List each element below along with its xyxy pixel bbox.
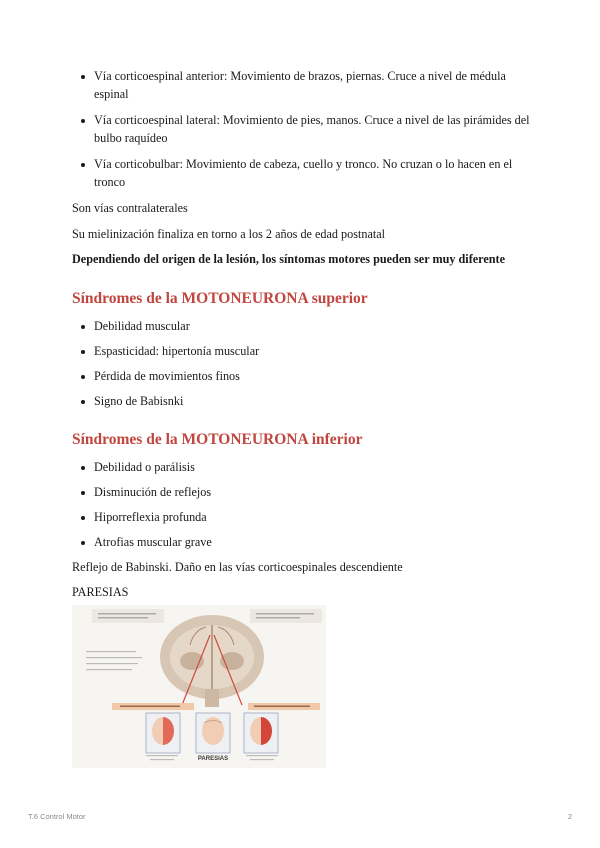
- list-item: Hiporreflexia profunda: [72, 509, 542, 527]
- face-icon: [196, 713, 230, 753]
- inferior-list: [72, 459, 542, 552]
- paragraph-paresias: PARESIAS: [72, 585, 129, 599]
- paresias-figure: [72, 605, 326, 768]
- list-item: Vía corticoespinal anterior: Movimiento de brazos, piernas. Cruce a nivel de médula espinal: [72, 68, 542, 103]
- page-number: 2: [567, 812, 572, 821]
- superior-list: [72, 318, 542, 411]
- list-item: Vía corticobulbar: Movimiento de cabeza, cuello y tronco. No cruzan o lo hacen en el tronco: [72, 156, 542, 191]
- face-icon: [146, 713, 180, 753]
- list-item: Pérdida de movimientos finos: [72, 368, 542, 386]
- paragraph-mielinizacion: Su mielinización finaliza en torno a los 2 años de edad postnatal: [72, 226, 386, 241]
- footer-title: T.6 Control Motor: [28, 812, 86, 821]
- list-item: Atrofias muscular grave: [72, 534, 542, 552]
- brain-icon: [160, 615, 264, 707]
- page-content: [72, 68, 542, 602]
- figure-caption: PARESIAS: [197, 756, 229, 762]
- brain-paresias-illustration: [72, 605, 326, 768]
- heading-motoneurona-inferior: Síndromes de la MOTONEURONA inferior: [72, 431, 363, 448]
- list-item: Disminución de reflejos: [72, 484, 542, 502]
- vias-list: [72, 68, 542, 191]
- list-item: Signo de Babisnki: [72, 393, 542, 411]
- list-item: Espasticidad: hipertonía muscular: [72, 343, 542, 361]
- heading-motoneurona-superior: Síndromes de la MOTONEURONA superior: [72, 289, 368, 307]
- list-item: Debilidad muscular: [72, 318, 542, 336]
- paragraph-contralateral: Son vías contralaterales: [72, 201, 188, 215]
- face-icon: [244, 713, 278, 753]
- paragraph-babinski: Reflejo de Babinski. Daño en las vías corticoespinales descendiente: [72, 559, 403, 574]
- figure-label-box: [92, 609, 164, 623]
- paragraph-origen-lesion: Dependiendo del origen de la lesión, los síntomas motores pueden ser muy diferente: [72, 252, 506, 266]
- list-item: Vía corticoespinal lateral: Movimiento de pies, manos. Cruce a nivel de las pirámides del bulbo raquídeo: [72, 112, 542, 147]
- figure-label-box: [250, 609, 322, 623]
- list-item: Debilidad o parálisis: [72, 459, 542, 477]
